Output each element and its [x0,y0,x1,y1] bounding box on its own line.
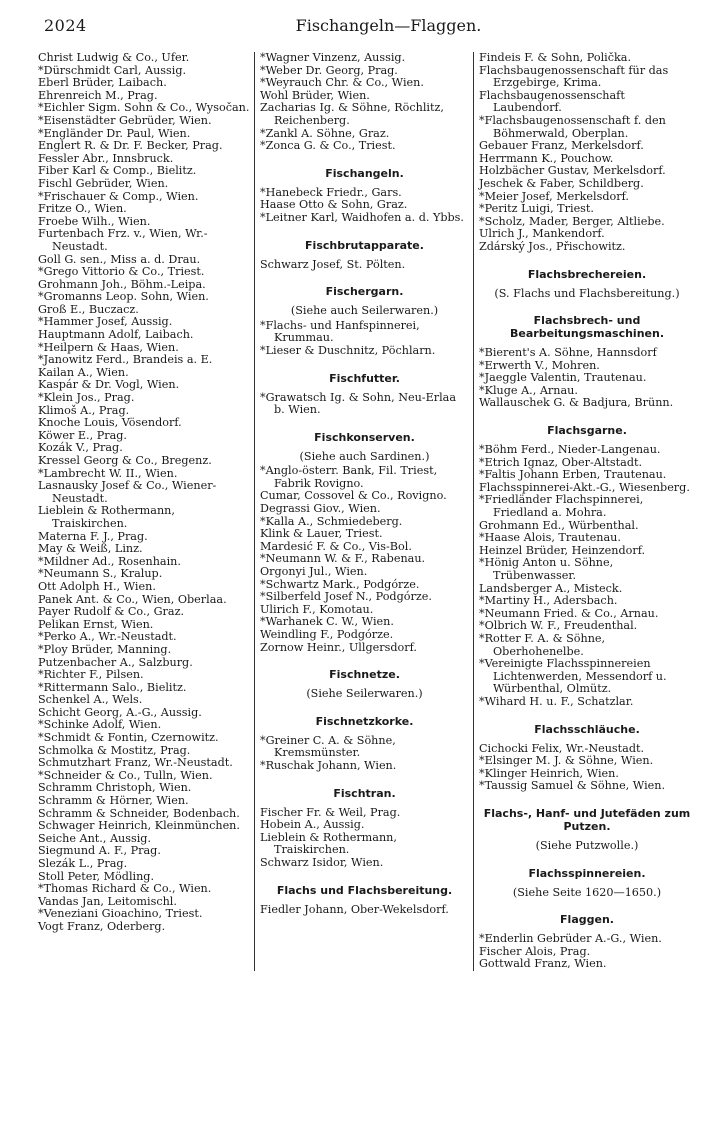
directory-entry: *Weber Dr. Georg, Prag. [260,63,398,77]
column-2 [254,52,473,971]
directory-entry: Ott Adolph H., Wien. [38,579,156,593]
directory-entry: Herrmann K., Pouchow. [479,151,614,165]
directory-entry: *Wihard H. u. F., Schatzlar. [479,694,634,708]
section-heading-flaggen: Flaggen. [560,913,614,927]
directory-entry: Ulrich J., Mankendorf. [479,227,605,241]
directory-entry: Lieblein & Rothermann, Traiskirchen. [38,504,179,530]
bearbeitung-list [479,347,695,410]
directory-entry: Klink & Lauer, Triest. [260,527,383,541]
directory-entry: Grohmann Ed., Würbenthal. [479,518,639,532]
directory-entry: *Heilpern & Haas, Wien. [38,340,179,354]
directory-entry: Englert R. & Dr. F. Becker, Prag. [38,139,223,153]
directory-entry: *Etrich Ignaz, Ober-Altstadt. [479,455,643,469]
directory-entry: Köwer E., Prag. [38,428,127,442]
directory-entry: *Schmidt & Fontin, Czernowitz. [38,731,219,745]
flachsbrech-note: (S. Flachs und Flachsbereitung.) [494,286,680,300]
directory-entry: Fiber Karl & Comp., Bielitz. [38,164,197,178]
directory-entry: *Erwerth V., Mohren. [479,358,600,372]
directory-entry: *Grego Vittorio & Co., Triest. [38,265,205,279]
directory-entry: Klimoš A., Prag. [38,403,130,417]
directory-entry: Hobein A., Aussig. [260,818,365,832]
directory-entry: Kozák V., Prag. [38,441,123,455]
directory-entry: Fessler Abr., Innsbruck. [38,151,174,165]
section-heading-flachsgarne: Flachsgarne. [547,424,627,438]
directory-entry: Schwarz Isidor, Wien. [260,855,384,869]
fischangeln-list [260,187,469,225]
directory-entry: Landsberger A., Misteck. [479,581,623,595]
directory-entry: Gebauer Franz, Merkelsdorf. [479,139,644,153]
spinnereien-note: (Siehe Seite 1620—1650.) [512,885,662,899]
directory-entry: Pelikan Ernst, Wien. [38,617,154,631]
directory-entry: *Neumann W. & F., Rabenau. [260,552,426,566]
directory-entry: Kressel Georg & Co., Bregenz. [38,454,212,467]
directory-entry: Zacharias Ig. & Söhne, Röchlitz, Reichenberg. [260,101,448,127]
directory-entry: *Faltis Johann Erben, Trautenau. [479,468,667,482]
fischergarn-note: (Siehe auch Seilerwaren.) [290,304,439,318]
fischnetze-note: (Siehe Seilerwaren.) [306,687,423,701]
directory-entry: *Martiny H., Adersbach. [479,594,618,608]
directory-entry: *Meier Josef, Merkelsdorf. [479,189,629,203]
directory-entry: *Wagner Vinzenz, Aussig. [260,51,406,64]
directory-entry: *Anglo-österr. Bank, Fil. Triest, Fabrik Rovigno. [260,464,441,490]
section-heading-flachs-bereitung: Flachs und Flachsbereitung. [276,883,453,897]
page-title: Fischangeln—Flaggen. [295,16,482,35]
directory-entry: *Jaeggle Valentin, Trautenau. [479,371,647,385]
directory-entry: *Thomas Richard & Co., Wien. [38,882,212,896]
directory-entry: *Klinger Heinrich, Wien. [479,766,619,780]
directory-entry: *Vereinigte Flachsspinnereien Lichtenwerden, Messendorf u. Würbenthal, Olmütz. [479,657,671,696]
directory-entry: Weindling F., Podgórze. [260,628,394,641]
directory-entry: *Scholz, Mader, Berger, Altliebe. [479,214,665,228]
directory-entry: Fischl Gebrüder, Wien. [38,176,169,190]
directory-entry: Zdárský Jos., Přischowitz. [479,239,626,253]
flaggen-list [479,933,695,971]
directory-entry: Goll G. sen., Miss a. d. Drau. [38,252,201,266]
directory-entry: *Taussig Samuel & Söhne, Wien. [479,779,666,793]
directory-entry: May & Weiß, Linz. [38,542,143,556]
directory-entry: *Böhm Ferd., Nieder-Langenau. [479,443,661,457]
directory-entry: *Friedländer Flachspinnerei, Friedland a. Mohra. [479,493,647,520]
directory-entry: Flachsbaugenossenschaft Laubendorf. [479,88,629,115]
hanf-note: (Siehe Putzwolle.) [535,838,639,852]
section-heading-fischnetzkorke: Fischnetzkorke. [315,714,414,728]
directory-entry: *Engländer Dr. Paul, Wien. [38,126,191,140]
directory-entry: *Lieser & Duschnitz, Pöchlarn. [260,343,436,357]
section-heading-fischtran: Fischtran. [333,786,396,800]
directory-entry: Putzenbacher A., Salzburg. [38,655,193,669]
section-heading-fischnetze: Fischnetze. [329,668,400,682]
directory-entry: *Weyrauch Chr. & Co., Wien. [260,76,424,90]
directory-entry: *Peritz Luigi, Triest. [479,202,594,216]
directory-entry: *Neumann S., Kralup. [38,567,163,581]
directory-entry: Hauptmann Adolf, Laibach. [38,328,194,342]
directory-entry: Gottwald Franz, Wien. [479,957,607,971]
directory-entry: Jeschek & Faber, Schildberg. [479,176,644,190]
directory-entry: Furtenbach Frz. v., Wien, Wr.-Neustadt. [38,227,208,253]
directory-entry: *Leitner Karl, Waidhofen a. d. Ybbs. [260,210,464,224]
schlaeuche-list [479,743,695,793]
section-heading-flachsbrechereien: Flachsbrechereien. [527,267,647,281]
fischkonserven-note: (Siehe auch Sardinen.) [299,449,430,463]
directory-entry: *Lambrecht W. II., Wien. [38,466,178,480]
section-heading-fischergarn: Fischergarn. [325,285,404,299]
directory-entry: Lasnausky Josef & Co., Wiener-Neustadt. [38,479,217,505]
section-heading-hanf-jute: Flachs-, Hanf- und Jutefäden zum Putzen. [483,806,691,833]
directory-entry: Lieblein & Rothermann, Traiskirchen. [260,830,401,857]
directory-entry: Orgonyi Jul., Wien. [260,565,368,579]
directory-entry: Schwarz Josef, St. Pölten. [260,257,406,271]
directory-entry: *Hanebeck Friedr., Gars. [260,185,402,199]
section-heading-bearbeitungsmaschinen: Flachsbrech- und Bearbeitungsmaschinen. [510,314,664,341]
col2-intro-list [260,52,469,153]
directory-entry: *Ruschak Johann, Wien. [260,758,397,772]
directory-entry: Ehrenreich M., Prag. [38,88,158,102]
garne-list [479,444,695,708]
directory-entry: Schmolka & Mostitz, Prag. [38,743,191,757]
directory-entry: Groß E., Buczacz. [38,302,139,316]
directory-entry: Schramm & Schneider, Bodenbach. [38,806,240,820]
directory-entry: *Janowitz Ferd., Brandeis a. E. [38,353,213,367]
directory-entry: *Schneider & Co., Tulln, Wien. [38,768,213,782]
directory-entry: *Rotter F. A. & Söhne, Oberhohenelbe. [479,631,609,658]
directory-entry: Kailan A., Wien. [38,365,129,379]
directory-entry: Schmutzhart Franz, Wr.-Neustadt. [38,756,233,770]
directory-entry: *Warhanek C. W., Wien. [260,615,394,629]
directory-entry: Schicht Georg, A.-G., Aussig. [38,705,202,719]
directory-entry: Wohl Brüder, Wien. [260,88,370,102]
section-heading-fischbrutapparate: Fischbrutapparate. [305,238,424,252]
page-number: 2024 [44,16,87,35]
directory-entry: Wallauschek G. & Badjura, Brünn. [479,396,674,410]
directory-entry: Degrassi Giov., Wien. [260,502,381,516]
directory-entry: Fiedler Johann, Ober-Wekelsdorf. [260,902,449,916]
directory-entry: *Perko A., Wr.-Neustadt. [38,630,177,644]
directory-entry: Fischer Alois, Prag. [479,944,591,958]
directory-entry: Findeis F. & Sohn, Polička. [479,51,632,64]
directory-entry: Zornow Heinr., Ullgersdorf. [260,640,417,654]
page-header [38,14,709,44]
fischfutter-list [260,392,469,417]
directory-entry: *Gromanns Leop. Sohn, Wien. [38,290,209,304]
directory-entry: *Hönig Anton u. Söhne, Trübenwasser. [479,556,617,582]
directory-entry: *Frischauer & Comp., Wien. [38,189,199,203]
columns [38,52,709,971]
directory-entry: Mardesić F. & Co., Vis-Bol. [260,539,412,553]
directory-entry: *Schinke Adolf, Wien. [38,718,162,732]
directory-entry: Materna F. J., Prag. [38,529,148,543]
directory-entry: Haase Otto & Sohn, Graz. [260,198,408,212]
directory-entry: *Bierent's A. Söhne, Hannsdorf [479,346,657,360]
section-heading-fischangeln: Fischangeln. [325,166,404,180]
directory-entry: Stoll Peter, Mödling. [38,869,155,883]
directory-entry: *Olbrich W. F., Freudenthal. [479,619,638,633]
directory-entry: Siegmund A. F., Prag. [38,844,161,858]
directory-entry: *Grawatsch Ig. & Sohn, Neu-Erlaa b. Wien. [260,390,460,417]
directory-entry: Heinzel Brüder, Heinzendorf. [479,543,646,557]
directory-entry: Cumar, Cossovel & Co., Rovigno. [260,489,447,503]
directory-entry: Kaspár & Dr. Vogl, Wien. [38,378,180,392]
directory-entry: *Zonca G. & Co., Triest. [260,139,396,153]
directory-entry: Flachsspinnerei-Akt.-G., Wiesenberg. [479,480,690,494]
directory-entry: Cichocki Felix, Wr.-Neustadt. [479,741,645,755]
directory-entry: Panek Ant. & Co., Wien, Oberlaa. [38,592,227,606]
directory-entry: *Richter F., Pilsen. [38,668,144,682]
directory-entry: *Flachsbaugenossenschaft f. den Böhmerwald, Oberplan. [479,113,670,140]
directory-entry: *Rittermann Salo., Bielitz. [38,680,187,694]
directory-entry: Knoche Louis, Vösendorf. [38,416,182,430]
directory-entry: *Greiner C. A. & Söhne, Kremsmünster. [260,733,400,760]
section-heading-fischfutter: Fischfutter. [329,371,400,385]
directory-entry: *Zankl A. Söhne, Graz. [260,126,390,140]
directory-entry: Flachsbaugenossenschaft für das Erzgebirge, Krima. [479,63,672,90]
directory-entry: *Dürschmidt Carl, Aussig. [38,63,187,77]
directory-entry: *Haase Alois, Trautenau. [479,531,621,545]
directory-entry: Fritze O., Wien. [38,202,127,216]
directory-entry: Vogt Franz, Oderberg. [38,919,166,933]
directory-entry: *Kalla A., Schmiedeberg. [260,514,403,528]
directory-entry: *Enderlin Gebrüder A.-G., Wien. [479,932,662,946]
directory-entry: Christ Ludwig & Co., Ufer. [38,51,190,64]
fischnetzkorke-list [260,735,469,773]
directory-entry: Schramm Christoph, Wien. [38,781,192,795]
col3-intro-list [479,52,695,254]
fischkonserven-list [260,465,469,654]
directory-entry: *Hammer Josef, Aussig. [38,315,173,329]
directory-entry: *Veneziani Gioachino, Triest. [38,907,203,921]
directory-entry: Seiche Ant., Aussig. [38,831,152,845]
directory-entry: Payer Rudolf & Co., Graz. [38,605,185,619]
fischtran-list [260,807,469,870]
directory-entry: *Neumann Fried. & Co., Arnau. [479,606,659,620]
flachs-list [260,904,469,917]
directory-entry: *Schwartz Mark., Podgórze. [260,577,420,591]
directory-entry: *Flachs- und Hanfspinnerei, Krummau. [260,318,424,345]
directory-entry: Schenkel A., Wels. [38,693,143,707]
fischbrut-list [260,259,469,272]
directory-entry: Fischer Fr. & Weil, Prag. [260,805,401,819]
directory-entry: *Ploy Brüder, Manning. [38,642,172,656]
directory-entry: Eberl Brüder, Laibach. [38,76,167,90]
fischergarn-list [260,320,469,358]
directory-entry: *Kluge A., Arnau. [479,383,578,397]
directory-entry: *Elsinger M. J. & Söhne, Wien. [479,754,654,768]
directory-entry: Ulirich F., Komotau. [260,602,374,616]
directory-entry: Vandas Jan, Leitomischl. [38,894,177,908]
directory-entry: *Silberfeld Josef N., Podgórze. [260,590,432,604]
column-1 [38,52,254,971]
directory-entry: Schramm & Hörner, Wien. [38,794,189,808]
directory-entry: Holzbächer Gustav, Merkelsdorf. [479,164,666,178]
section-heading-flachsschlaeuche: Flachsschläuche. [534,722,640,736]
directory-entry: *Eisenstädter Gebrüder, Wien. [38,113,212,127]
column-3 [473,52,695,971]
directory-entry: Slezák L., Prag. [38,857,128,870]
directory-entry: Grohmann Joh., Böhm.-Leipa. [38,277,206,291]
directory-entry: *Klein Jos., Prag. [38,391,135,405]
section-heading-flachsspinnereien: Flachsspinnereien. [528,866,646,880]
directory-entry: *Mildner Ad., Rosenhain. [38,554,181,568]
directory-entry: *Eichler Sigm. Sohn & Co., Wysočan. [38,101,250,115]
directory-entry: Schwager Heinrich, Kleinmünchen. [38,819,240,833]
section-heading-fischkonserven: Fischkonserven. [314,430,415,444]
directory-entry: Froebe Wilh., Wien. [38,214,151,228]
